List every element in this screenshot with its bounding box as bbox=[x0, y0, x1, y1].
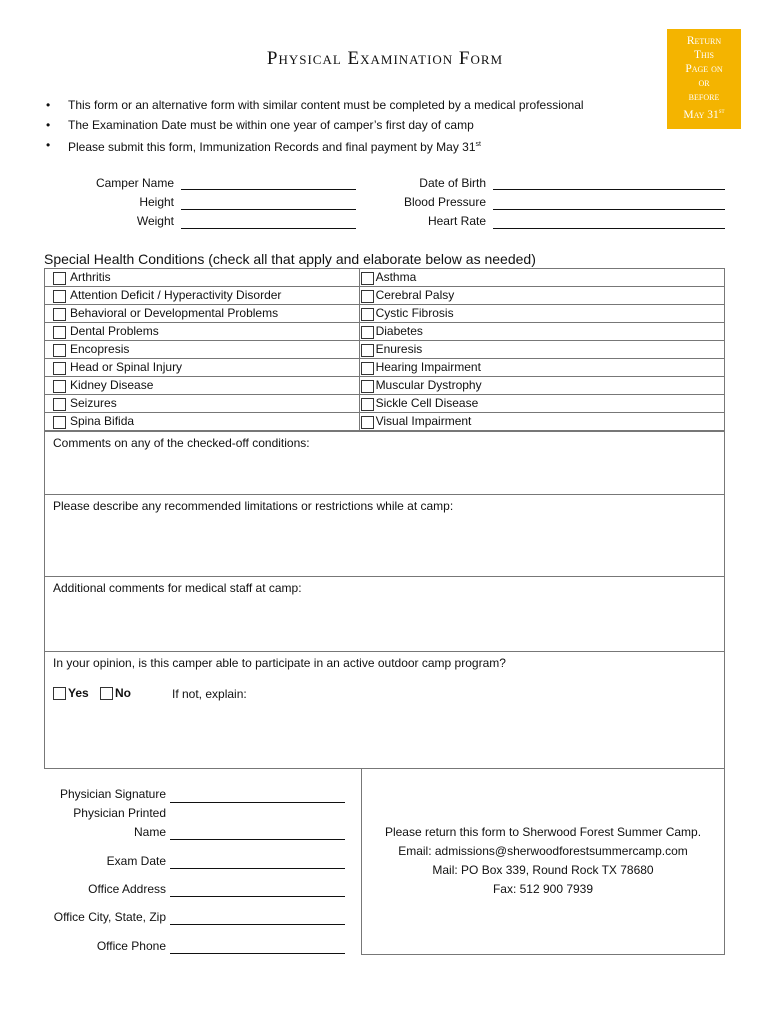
checkbox[interactable] bbox=[361, 326, 374, 339]
checkbox[interactable] bbox=[361, 272, 374, 285]
checkbox[interactable] bbox=[53, 398, 66, 411]
no-option[interactable] bbox=[100, 686, 131, 700]
condition-label: Hearing Impairment bbox=[375, 360, 481, 375]
condition-label: Muscular Dystrophy bbox=[375, 378, 482, 393]
badge-line: before bbox=[688, 91, 720, 103]
participation-box bbox=[44, 651, 725, 769]
table-row bbox=[45, 359, 725, 377]
condition-cell bbox=[45, 359, 360, 377]
checkbox[interactable] bbox=[53, 416, 66, 429]
yes-checkbox[interactable] bbox=[53, 687, 66, 700]
height-label: Height bbox=[139, 195, 174, 209]
condition-cell bbox=[45, 323, 360, 341]
condition-label: Kidney Disease bbox=[70, 378, 154, 393]
form-title: Physical Examination Form bbox=[266, 48, 504, 69]
table-row bbox=[45, 395, 725, 413]
return-instructions: Please return this form to Sherwood Forest Summer Camp. bbox=[384, 825, 702, 839]
badge-date-sup: st bbox=[718, 107, 725, 115]
contact-box bbox=[361, 768, 725, 955]
condition-label: Seizures bbox=[70, 396, 117, 411]
checkbox[interactable] bbox=[53, 362, 66, 375]
instruction-item bbox=[44, 95, 584, 115]
checkbox[interactable] bbox=[53, 290, 66, 303]
dob-field[interactable] bbox=[493, 175, 725, 190]
condition-cell bbox=[359, 413, 724, 431]
yes-option[interactable] bbox=[53, 686, 89, 700]
badge-line: or bbox=[698, 77, 710, 89]
checkbox[interactable] bbox=[361, 290, 374, 303]
office-phone-field[interactable] bbox=[170, 940, 345, 954]
condition-label: Head or Spinal Injury bbox=[70, 360, 183, 375]
condition-cell bbox=[45, 305, 360, 323]
comments-label: Comments on any of the checked-off conditions: bbox=[53, 436, 310, 450]
instruction-item bbox=[44, 135, 584, 155]
instructions-list bbox=[44, 95, 584, 155]
bullet-icon: • bbox=[46, 118, 51, 132]
condition-label: Visual Impairment bbox=[375, 414, 472, 429]
heart-rate-field[interactable] bbox=[493, 214, 725, 229]
checkbox[interactable] bbox=[53, 326, 66, 339]
condition-cell bbox=[45, 395, 360, 413]
instruction-text: The Examination Date must be within one year of camper’s first day of camp bbox=[68, 118, 474, 132]
condition-label: Attention Deficit / Hyperactivity Disorder bbox=[70, 288, 282, 303]
physician-signature-field[interactable] bbox=[170, 789, 345, 803]
checkbox[interactable] bbox=[361, 380, 374, 393]
badge-line: Page on bbox=[685, 63, 723, 75]
no-checkbox[interactable] bbox=[100, 687, 113, 700]
condition-label: Enuresis bbox=[375, 342, 423, 357]
office-city-label: Office City, State, Zip bbox=[53, 910, 166, 924]
limitations-label: Please describe any recommended limitations or restrictions while at camp: bbox=[53, 499, 454, 513]
condition-cell bbox=[45, 377, 360, 395]
camper-name-field[interactable] bbox=[181, 175, 356, 190]
bullet-icon: • bbox=[46, 138, 51, 152]
condition-cell bbox=[359, 341, 724, 359]
condition-cell bbox=[45, 269, 360, 287]
badge-date-text: May 31 bbox=[683, 108, 719, 121]
blood-pressure-field[interactable] bbox=[493, 195, 725, 210]
dob-label: Date of Birth bbox=[419, 176, 486, 190]
condition-label: Dental Problems bbox=[70, 324, 159, 339]
contact-mail: Mail: PO Box 339, Round Rock TX 78680 bbox=[432, 863, 654, 877]
office-address-label: Office Address bbox=[88, 882, 166, 896]
table-row bbox=[45, 323, 725, 341]
yes-label: Yes bbox=[68, 686, 89, 700]
condition-cell bbox=[45, 287, 360, 305]
checkbox[interactable] bbox=[53, 380, 66, 393]
condition-cell bbox=[45, 341, 360, 359]
condition-label: Encopresis bbox=[70, 342, 130, 357]
badge-date bbox=[667, 104, 741, 122]
condition-cell bbox=[359, 395, 724, 413]
office-city-field[interactable] bbox=[170, 911, 345, 925]
checkbox[interactable] bbox=[53, 308, 66, 321]
return-deadline-badge bbox=[667, 29, 741, 129]
weight-field[interactable] bbox=[181, 214, 356, 229]
contact-fax: Fax: 512 900 7939 bbox=[492, 882, 594, 896]
condition-label: Spina Bifida bbox=[70, 414, 135, 429]
condition-cell bbox=[45, 413, 360, 431]
instruction-text: Please submit this form, Immunization Records and final payment by May 31 bbox=[68, 140, 476, 154]
condition-cell bbox=[359, 269, 724, 287]
blood-pressure-label: Blood Pressure bbox=[403, 195, 486, 209]
table-row bbox=[45, 269, 725, 287]
table-row bbox=[45, 377, 725, 395]
checkbox[interactable] bbox=[53, 344, 66, 357]
weight-label: Weight bbox=[136, 214, 174, 228]
bullet-icon: • bbox=[46, 98, 51, 112]
checkbox[interactable] bbox=[53, 272, 66, 285]
exam-date-field[interactable] bbox=[170, 855, 345, 869]
office-address-field[interactable] bbox=[170, 883, 345, 897]
limitations-box[interactable] bbox=[44, 494, 725, 577]
checkbox[interactable] bbox=[361, 308, 374, 321]
condition-label: Cerebral Palsy bbox=[375, 288, 455, 303]
condition-cell bbox=[359, 323, 724, 341]
checkbox[interactable] bbox=[361, 416, 374, 429]
exam-date-label: Exam Date bbox=[106, 854, 166, 868]
checkbox[interactable] bbox=[361, 362, 374, 375]
table-row bbox=[45, 305, 725, 323]
additional-comments-label: Additional comments for medical staff at camp: bbox=[53, 581, 302, 595]
table-row bbox=[45, 413, 725, 431]
condition-cell bbox=[359, 305, 724, 323]
badge-line: Return bbox=[686, 35, 722, 47]
condition-label: Asthma bbox=[375, 270, 417, 285]
instruction-sup: st bbox=[475, 141, 481, 148]
heart-rate-label: Heart Rate bbox=[427, 214, 486, 228]
participation-question: In your opinion, is this camper able to participate in an active outdoor camp program? bbox=[53, 656, 506, 670]
height-field[interactable] bbox=[181, 195, 356, 210]
table-row bbox=[45, 341, 725, 359]
no-label: No bbox=[115, 686, 131, 700]
instruction-item bbox=[44, 115, 584, 135]
condition-label: Behavioral or Developmental Problems bbox=[70, 306, 279, 321]
instruction-text: This form or an alternative form with similar content must be completed by a medical professional bbox=[68, 98, 584, 112]
office-phone-label: Office Phone bbox=[96, 939, 166, 953]
physician-name-field[interactable] bbox=[170, 826, 345, 840]
checkbox[interactable] bbox=[361, 398, 374, 411]
conditions-table bbox=[44, 268, 725, 431]
condition-label: Arthritis bbox=[70, 270, 111, 285]
comments-box[interactable] bbox=[44, 431, 725, 495]
explain-label: If not, explain: bbox=[172, 687, 247, 701]
badge-line: This bbox=[694, 49, 714, 61]
condition-cell bbox=[359, 377, 724, 395]
table-row bbox=[45, 287, 725, 305]
condition-label: Diabetes bbox=[375, 324, 423, 339]
signature-top-rule bbox=[44, 768, 361, 769]
condition-label: Sickle Cell Disease bbox=[375, 396, 479, 411]
conditions-title: Special Health Conditions (check all that apply and elaborate below as needed) bbox=[44, 251, 536, 267]
checkbox[interactable] bbox=[361, 344, 374, 357]
physician-name-label: Name bbox=[133, 825, 166, 839]
contact-email: Email: admissions@sherwoodforestsummercamp.com bbox=[398, 844, 688, 858]
camper-name-label: Camper Name bbox=[95, 176, 174, 190]
condition-label: Cystic Fibrosis bbox=[375, 306, 454, 321]
condition-cell bbox=[359, 287, 724, 305]
condition-cell bbox=[359, 359, 724, 377]
additional-comments-box[interactable] bbox=[44, 576, 725, 652]
physician-printed-label: Physician Printed bbox=[73, 806, 166, 820]
physician-signature-label: Physician Signature bbox=[59, 787, 166, 801]
